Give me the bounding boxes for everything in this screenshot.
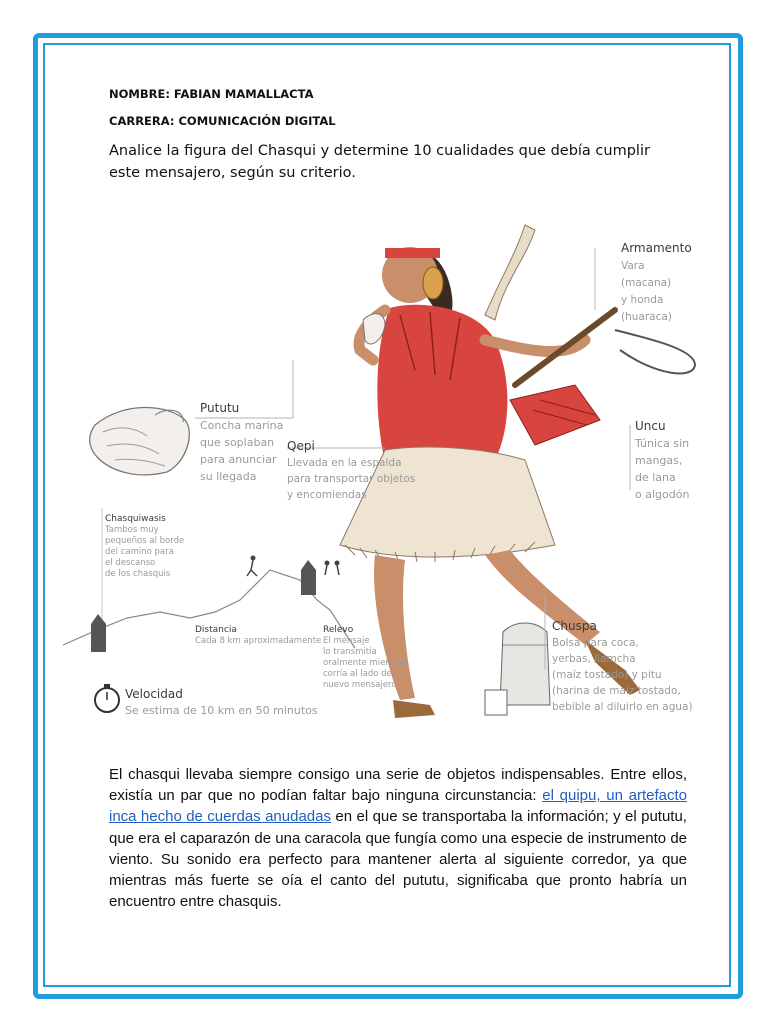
label-distancia-title: Distancia <box>195 625 237 635</box>
label-qepi-line: y encomiendas <box>287 489 367 501</box>
label-qepi-line: para transportar objetos <box>287 473 416 485</box>
label-velocidad-title: Velocidad <box>125 687 183 701</box>
label-chasquiwasis-line: el descanso <box>105 558 156 568</box>
label-pututu-line: Concha marina <box>200 419 284 432</box>
label-chasquiwasis-line: pequeños al borde <box>105 536 185 546</box>
label-chuspa-title: Chuspa <box>552 619 597 633</box>
chasquiwasi-hut-icon-2 <box>301 560 316 595</box>
label-armamento-title: Armamento <box>621 241 692 255</box>
body-text-start: El chasqui llevaba siempre consigo una serie de objetos indispensables. Entre ellos, existía un par que no podían faltar bajo ninguna circunstancia: <box>109 766 687 805</box>
label-chuspa-line: yerbas, llamcha <box>552 653 636 665</box>
student-name: NOMBRE: FABIAN MAMALLACTA <box>109 87 314 101</box>
label-pututu-title: Pututu <box>200 401 240 415</box>
runner-icon <box>251 556 256 561</box>
label-relevo-line: lo transmitía <box>323 647 377 657</box>
body-paragraph <box>109 764 687 912</box>
body-text-end: en el que se transportaba la información; y el pututu, que era el caparazón de una caracola que fungía como una especie de instrumento de viento. Su sonido era perfecto para mantener alerta al siguiente corredor, ya que mientras más fuerte se oía el canto del pututu, significaba que pronto habría un encuentro entre chasquis. <box>109 808 687 911</box>
label-pututu-line: su llegada <box>200 470 257 483</box>
label-relevo-line: corría al lado del <box>323 669 395 679</box>
relay-runners-icon <box>325 561 330 566</box>
label-armamento-line: y honda <box>621 294 664 306</box>
label-relevo-line: oralmente mientras <box>323 658 408 668</box>
label-chasquiwasis-line: del camino para <box>105 547 174 557</box>
label-armamento-line: Vara <box>621 260 645 272</box>
label-chasquiwasis-title: Chasquiwasis <box>105 514 166 524</box>
label-qepi-title: Qepi <box>287 439 315 453</box>
cup-icon <box>485 690 507 715</box>
label-velocidad-line: Se estima de 10 km en 50 minutos <box>125 704 318 717</box>
label-uncu-line: de lana <box>635 471 676 484</box>
label-distancia-line: Cada 8 km aproximadamente <box>195 636 322 646</box>
label-chuspa-line: bebible al diluirlo en agua) <box>552 701 693 713</box>
assignment-prompt: Analice la figura del Chasqui y determine 10 cualidades que debía cumplir este mensajero, según su criterio. <box>109 143 650 181</box>
label-pututu-line: que soplaban <box>200 436 275 449</box>
label-armamento-line: (huaraca) <box>621 311 672 323</box>
chuspa-bag-icon <box>485 623 550 715</box>
label-uncu-title: Uncu <box>635 419 666 433</box>
label-chuspa-line: Bolsa para coca, <box>552 637 639 649</box>
label-pututu-line: para anunciar <box>200 453 277 466</box>
chasquiwasi-hut-icon <box>91 614 106 652</box>
label-armamento-line: (macana) <box>621 277 672 289</box>
pututu-shell-icon <box>90 408 190 475</box>
label-qepi-line: Llevada en la espalda <box>287 457 402 469</box>
label-chuspa-line: (maíz tostado) y pitu <box>552 669 662 681</box>
label-chasquiwasis-line: Tambos muy <box>105 525 159 535</box>
stopwatch-icon <box>95 684 119 712</box>
label-relevo-title: Relevo <box>323 625 354 635</box>
quipu-link[interactable]: el quipu, un artefacto inca hecho de cuerdas anudadas <box>109 787 687 826</box>
label-chuspa-line: (harina de maíz tostado, <box>552 685 681 697</box>
label-uncu-line: mangas, <box>635 454 683 467</box>
student-career: CARRERA: COMUNICACIÓN DIGITAL <box>109 114 336 128</box>
label-uncu-line: Túnica sin <box>635 437 690 450</box>
label-relevo-line: nuevo mensajero <box>323 680 397 690</box>
chasqui-illustration <box>55 200 715 750</box>
label-chasquiwasis-line: de los chasquis <box>105 569 171 579</box>
label-relevo-line: El mensaje <box>323 636 370 646</box>
label-uncu-line: o algodón <box>635 488 690 501</box>
